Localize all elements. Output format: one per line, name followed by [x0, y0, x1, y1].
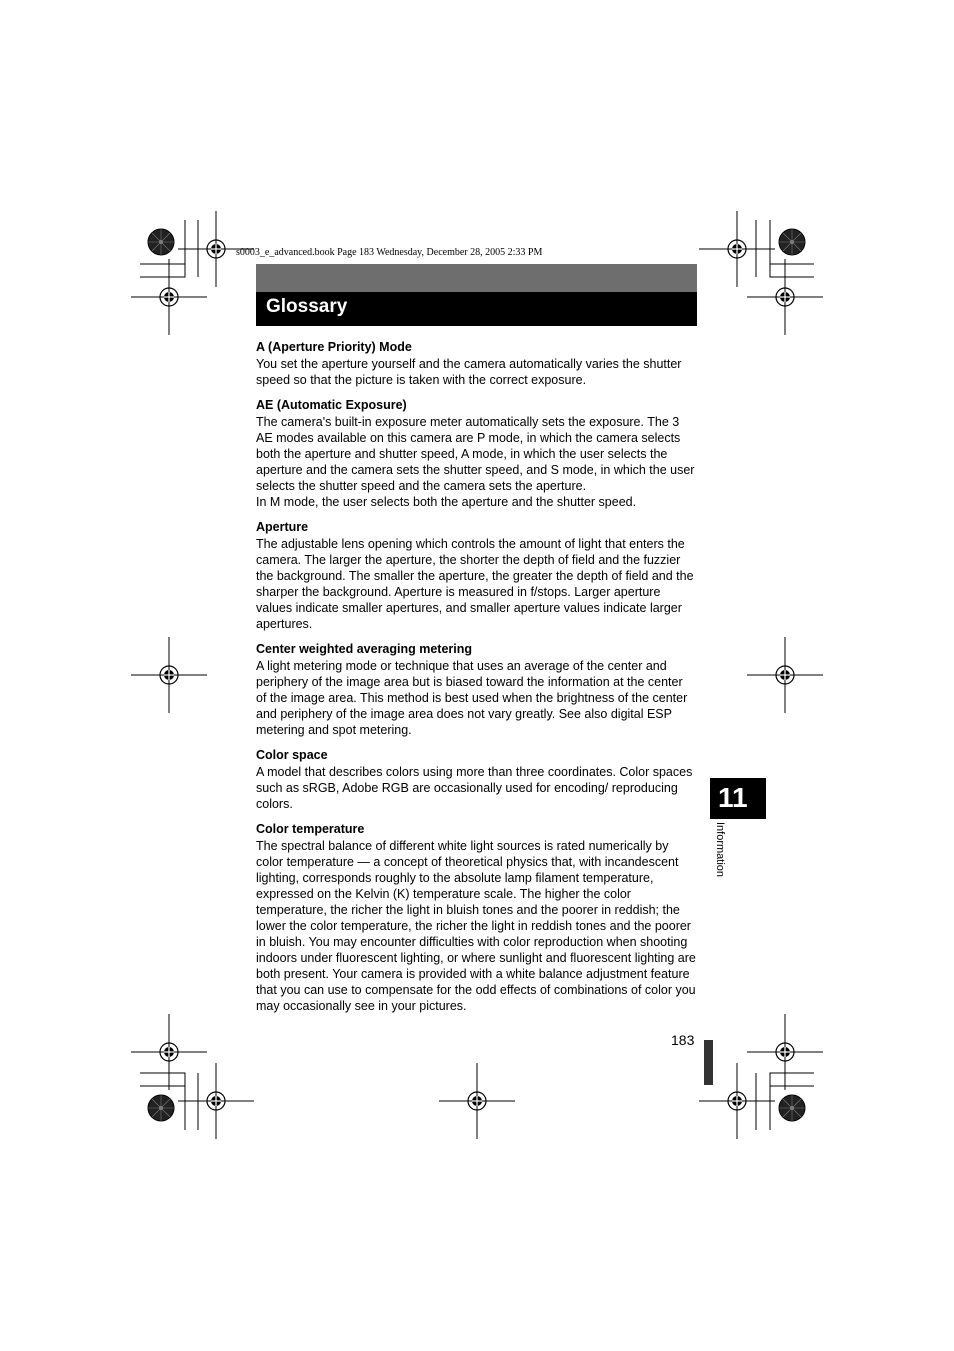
glossary-definition: The spectral balance of different white light sources is rated numerically by color temperature — a concept of theoretical physics that, with incandescent lighting, corresponds roughly to the absolute lamp filament temperature, expressed on the Kelvin (K) temperature scale. The higher the color temperature, the richer the light in bluish tones and the poorer in reddish; the lower the color temperature, the richer the light in reddish tones and the poorer in bluish. You may encounter difficulties with color reproduction when shooting indoors under fluorescent lighting, or where sunlight and fluorescent lighting are both present. Your camera is provided with a white balance adjustment feature that you can use to compensate for the odd effects of combinations of color you may occasionally see in your pictures.	[256, 839, 696, 1013]
page-title: Glossary	[266, 296, 348, 317]
glossary-entry	[256, 338, 696, 388]
glossary-term: Aperture	[256, 520, 309, 534]
glossary-definition-note: In M mode, the user selects both the aperture and the shutter speed.	[256, 495, 637, 509]
glossary-entry	[256, 396, 696, 510]
glossary-term: Color space	[256, 748, 328, 762]
chapter-number: 11	[718, 782, 748, 813]
glossary-definition: A model that describes colors using more than three coordinates. Color spaces such as sRGB, Adobe RGB are occasionally used for encoding/ reproducing colors.	[256, 765, 693, 811]
chapter-label: Information	[714, 822, 726, 878]
page-number: 183	[671, 1032, 695, 1048]
glossary-content	[256, 338, 696, 1022]
glossary-definition: The adjustable lens opening which controls the amount of light that enters the camera. The larger the aperture, the shorter the depth of field and the fuzzier the background. The smaller the aperture, the greater the depth of field and the sharper the background. Aperture is measured in f/stops. Larger aperture values indicate smaller apertures, and smaller aperture values indicate larger apertures.	[256, 537, 694, 631]
glossary-definition: You set the aperture yourself and the camera automatically varies the shutter speed so that the picture is taken with the correct exposure.	[256, 357, 682, 387]
print-header: s0003_e_advanced.book Page 183 Wednesday, December 28, 2005 2:33 PM	[236, 247, 543, 258]
glossary-definition: A light metering mode or technique that uses an average of the center and periphery of the image area but is biased toward the information at the center of the image area. This method is best used when the brightness of the center and periphery of the image area does not vary greatly. See also digital ESP metering and spot metering.	[256, 659, 688, 737]
glossary-entry	[256, 640, 696, 738]
glossary-entry	[256, 746, 696, 812]
glossary-entry	[256, 820, 696, 1014]
glossary-term: AE (Automatic Exposure)	[256, 398, 407, 412]
glossary-term: Center weighted averaging metering	[256, 642, 473, 656]
glossary-entry	[256, 518, 696, 632]
page-edge-bar	[704, 1040, 713, 1085]
glossary-definition: The camera's built-in exposure meter automatically sets the exposure. The 3 AE modes available on this camera are P mode, in which the camera selects both the aperture and shutter speed, A mode, in which the user selects the aperture and the camera sets the shutter speed, and S mode, in which the user selects the shutter speed and the camera sets the aperture.	[256, 415, 695, 493]
title-band	[256, 292, 697, 326]
glossary-term: A (Aperture Priority) Mode	[256, 340, 412, 354]
glossary-term: Color temperature	[256, 822, 365, 836]
title-band-accent	[256, 264, 697, 292]
chapter-tab	[710, 778, 766, 819]
